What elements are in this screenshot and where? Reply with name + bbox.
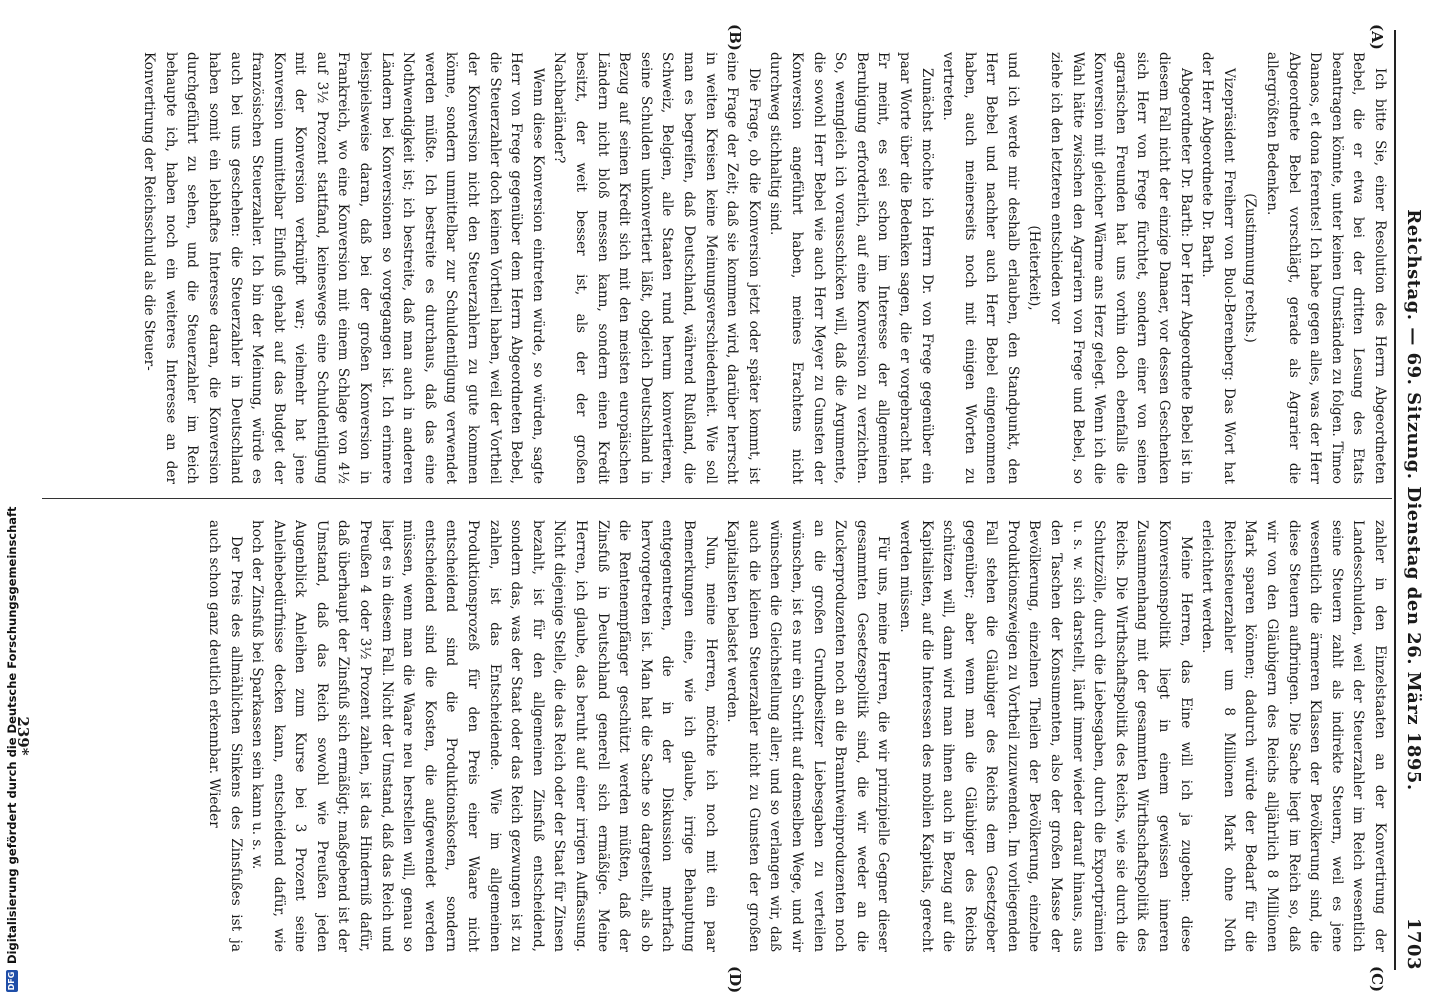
left-column xyxy=(40,52,1390,484)
running-header xyxy=(1398,30,1424,970)
interjection: (Zustimmung rechts.) xyxy=(1242,193,1259,343)
paragraph: zahler in den Einzelstaaten an der Konvertirung der Landesschulden, weil der Steuerzahler im Reich wesentlich seine Steuern zahlt als indirekte Steuern, weil es jene wesentlich die ärmeren Klassen der Bevölkerung sind, die diese Steuern aufbringen. Die Sache liegt im Reich so, daß wir von den Gläubigern des Reichs alljährlich 8 Millionen Mark sparen können; dadurch würde der Bedarf für die Reichssteuerzahler um 8 Millionen Mark ohne Noth erleichtert werden. xyxy=(1199,520,1388,952)
speaker-paragraph: Vizepräsident Freiherr von Buol-Berenberg: Das Wort hat der Herr Abgeordnete Dr. Barth. xyxy=(1199,52,1237,484)
paragraph: Zunächst möchte ich Herrn Dr. von Frege gegenüber ein paar Worte über die Bedenken sagen, die er vorgebracht hat. Er meint, es sei schon im Interesse der allgemeinen Beruhigung erforderlich, auf eine Konversion zu verzichten. So, wenngleich ich vorausschicken will, daß die Argumente, die sowohl Herr Bebel wie auch Herr Meyer zu Gunsten der Konversion angeführt haben, meines Erachtens nicht durchweg stichhaltig sind. xyxy=(767,52,935,484)
paragraph: Nun, meine Herren, möchte ich noch mit ein paar Bemerkungen eine, wie ich glaube, irrige Behauptung entgegentreten, die in der Diskussion mehrfach hervorgetreten ist. Man hat die Sache so dargestellt, als ob die Rentenempfänger geschützt werden müßten, daß der Zinsfuß in Deutschland generell sich ermäßige. Meine Herren, ich glaube, das beruht auf einer irrigen Auffassung. Nicht diejenige Stelle, die das Reich oder der Staat für Zinsen bezahlt, ist für den allgemeinen Zinsfuß entscheidend, sondern das, was der Staat oder das Reich gezwungen ist zu zahlen, ist das Entscheidende. Wie im allgemeinen Produktionsprozeß für den Preis einer Waare nicht entscheidend sind die Produktionskosten, sondern entscheidend sind die Kosten, die aufgewendet werden müssen, wenn man die Waare neu herstellen will, genau so liegt es in diesem Fall. Nicht der Umstand, daß das Reich und Preußen 4 oder 3½ Prozent zahlen, ist das Hinderniß dafür, daß überhaupt der Zinsfuß sich ermäßigt; maßgebend ist der Umstand, daß das Reich sowohl wie Preußen jeden Augenblick Anleihen zum Kurse bei 3 Prozent seine Anleihebedürfnisse decken kann, entscheidend dafür, wie hoch der Zinsfuß bei Sparkassen sein kann u. s. w. xyxy=(249,520,719,952)
scan-notice-text: Digitalisierung gefördert durch die Deutsche Forschungsgemeinschaft xyxy=(5,506,19,964)
paragraph: und ich werde mir deshalb erlauben, den Standpunkt, den Herr Bebel und nachher auch Herr Bebel eingenommen haben, auch meinerseits noch mit einigen Worten zu vertreten. xyxy=(940,52,1021,484)
paragraph: Die Frage, ob die Konversion jetzt oder später kommt, ist eine Frage der Zeit; daß sie kommen wird, darüber herrscht in weiten Kreisen keine Meinungsverschiedenheit. Wie soll man es begreifen, daß Deutschland, während Rußland, die Schweiz, Belgien, alle Staaten rund herum konvertieren, seine Schulden unkonvertiert läßt, obgleich Deutschland in Bezug auf seinen Kredit sich mit den meisten europäischen Ländern nicht bloß messen kann, sondern einen Kredit besitzt, der weit besser ist, als der der großen Nachbarländer? xyxy=(551,52,762,484)
column-divider xyxy=(42,498,1392,499)
paragraph: Ich bitte Sie, einer Resolution des Herrn Abgeordneten Bebel, die er etwa bei der dritten Lesung des Etats beantragen könnte, unter keinen Umständen zu folgen. Timeo Danaos, et dona ferentes! Ich habe gegen alles, was der Herr Abgeordnete Bebel vorschlägt, gerade als Agrarier die allergrößten Bedenken. xyxy=(1264,52,1388,484)
dfg-logo-icon: DFG xyxy=(7,971,16,991)
paragraph: Meine Herren, das Eine will ich ja zugeben: diese Konversionspolitik liegt in einem gewissen inneren Zusammenhang mit der gesammten Wirthschaftspolitik des Reichs. Die Wirthschaftspolitik des Reichs, wie sie durch die Schutzzölle, durch die Liebesgaben, durch die Exportprämien u. s. w. sich darstellt, läuft immer wieder darauf hinaus, aus den Taschen der Konsumenten, also der großen Masse der Bevölkerung, einzelnen Theilen der Bevölkerung, einzelne Produktionszweigen zu Vortheil zuzuwenden. Im vorliegenden Fall stehen die Gläubiger des Reichs dem Gesetzgeber gegenüber; aber wenn man die Gläubiger des Reichs schützen will, dann wird man ihnen auch in Bezug auf die Kapitalisten, auf die Interessen des mobilen Kapitals, gerecht werden müssen. xyxy=(896,520,1194,952)
interjection: (Heiterkeit), xyxy=(1026,225,1043,311)
scan-notice xyxy=(4,0,20,992)
margin-mark-b: (B) xyxy=(726,24,744,51)
header-rule xyxy=(1394,30,1396,970)
signature-mark: 239* xyxy=(14,716,32,756)
margin-mark-c: (C) xyxy=(1368,966,1386,993)
header-title: Reichstag. — 69. Sitzung. Dienstag den 26. März 1895. xyxy=(1403,209,1424,791)
paragraph: Wenn diese Konversion eintreten würde, so würden, sagte Herr von Frege gegenüber dem Herrn Abgeordneten Bebel, die Steuerzahler doch keinen Vortheil haben, weil der Vortheil der Konversion nicht den Steuerzahlern zu gute kommen könne, sondern unmittelbar zur Schuldentilgung verwendet werden müßte. Ich bestreite es durchaus, daß das eine Nothwendigkeit ist; ich bestreite, daß man auch in anderen Ländern bei Konversionen so vorgegangen ist. Ich erinnere beispielsweise daran, daß bei der großen Konversion in Frankreich, wo eine Konversion mit einem Schlage von 4½ auf 3½ Prozent stattfand, keineswegs eine Schuldentilgung mit der Konversion verknüpft war; vielmehr hat jene Konversion unmittelbar Einfluß gehabt auf das Budget der französischen Steuerzahler. Ich bin der Meinung, würde es auch bei uns geschehen: die Steuerzahler in Deutschland haben somit ein lebhaftes Interesse daran, die Konversion durchgeführt zu sehen, und die Steuerzahler im Reich behaupte ich, haben noch ein weiteres Interesse an der Konvertirung der Reichsschuld als die Steuer- xyxy=(141,52,546,484)
margin-mark-d: (D) xyxy=(726,966,744,994)
margin-mark-a: (A) xyxy=(1368,24,1386,50)
page-number: 1703 xyxy=(1403,917,1424,970)
paragraph: Der Preis des allmählichen Sinkens des Zinsfußes ist ja auch schon ganz deutlich erkennbar. Wieder xyxy=(205,520,244,952)
right-column xyxy=(40,520,1390,952)
speaker-paragraph: Abgeordneter Dr. Barth: Der Herr Abgeordnete Bebel ist in diesem Fall nicht der einzige Danaer, vor dessen Geschenken sich Herr von Frege fürchtet, sondern einer von seinen agrarischen Freunden hat uns vorhin doch ebenfalls die Konversion mit gleicher Wärme ans Herz gelegt. Wenn ich die Wahl hätte zwischen den Agrariern von Frege und Bebel, so ziehe ich den letzteren entschieden vor xyxy=(1048,52,1194,484)
paragraph: Für uns, meine Herren, die wir prinzipielle Gegner dieser gesammten Gesetzespolitik sind, die wir weder an die Zuckerproduzenten noch an die Branntweinproduzenten noch an die großen Grundbesitzer Liebesgaben zu verteilen wünschen, ist es nur ein Schritt auf demselben Wege, und wir wünschen die Gleichstellung aller; und so verlangen wir, daß auch die kleinen Steuerzahler nicht zu Gunsten der großen Kapitalisten belastet werden. xyxy=(724,520,892,952)
